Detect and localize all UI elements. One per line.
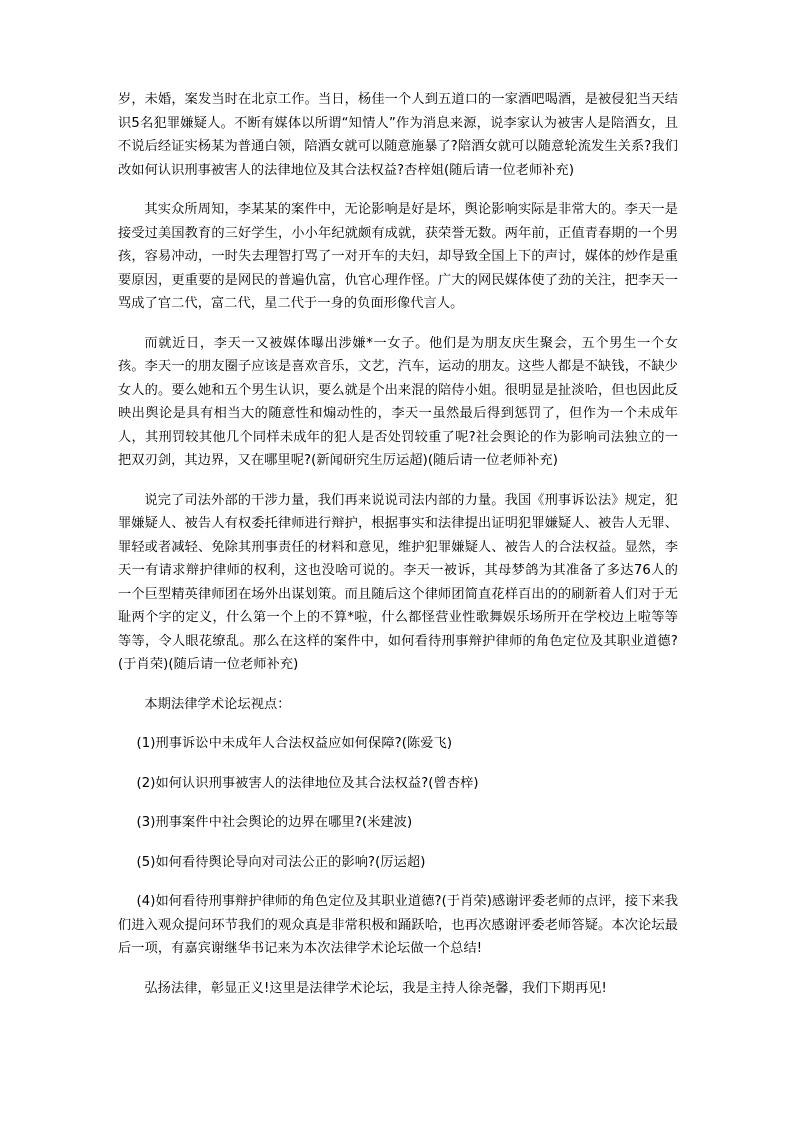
viewpoint-item-3: (3)刑事案件中社会舆论的边界在哪里?(米建波): [136, 815, 413, 830]
paragraph-public-opinion: 其实众所周知，李某某的案件中，无论影响是好是坏，舆论影响实际是非常大的。李天一是接受过美国教育的三好学生，小小年纪就颇有成就，获荣誉无数。两年前，正值青春期的一个男孩，容易冲动，一时失去理智打骂了一对开车的夫妇，却导致全国上下的声讨，媒体的炒作是重要原因，更重要的是网民的普遍仇富，仇官心理作怪。广大的网民媒体使了劲的关注，把李天一骂成了官二代，富二代，星二代于一身的负面形像代言人。: [118, 202, 678, 311]
viewpoint-item-5: (5)如何看待舆论导向对司法公正的影响?(厉运超): [136, 854, 426, 870]
paragraph-gap: [118, 316, 678, 332]
paragraph-media-exposure: 而就近日，李天一又被媒体曝出涉嫌*一女子。他们是为朋友庆生聚会，五个男生一个女孩。李天一的朋友圈子应该是喜欢音乐，文艺，汽车，运动的朋友。这些人都是不缺钱，不缺少女人的。要么她和五个男生认识，要么就是个出来混的陪侍小姐。很明显是扯淡哈，但也因此反映出舆论是具有相当大的随意性和煽动性的，李天一虽然最后得到惩罚了，但作为一个未成年人，其刑罚较其他几个同样未成年的犯人是否处罚较重了呢?社会舆论的作为影响司法独立的一把双刃剑，其边界，又在哪里呢?(新闻研究生厉运超)(随后请一位老师补充): [118, 335, 678, 468]
viewpoint-item-4-closing: (4)如何看待刑事辩护律师的角色定位及其职业道德?(于肖荣)感谢评委老师的点评，接下来我们进入观众提问环节我们的观众真是非常积极和踊跃哈，也再次感谢评委老师答疑。本次论坛最后一项，有嘉宾谢继华书记来为本次法律学术论坛做一个总结!: [118, 894, 678, 956]
forum-viewpoints-heading: 本期法律学术论坛视点：: [144, 696, 291, 712]
paragraph-gap: [118, 182, 678, 198]
closing-remark: 弘扬法律，彰显正义!这里是法律学术论坛，我是主持人徐尧馨，我们下期再见!: [144, 980, 607, 996]
viewpoint-item-2: (2)如何认识刑事被害人的法律地位及其合法权益?(曾杏梓): [136, 775, 479, 791]
paragraph-gap: [118, 756, 678, 772]
paragraph-gap: [118, 961, 678, 977]
paragraph-gap: [118, 677, 678, 693]
paragraph-defense-lawyers: 说完了司法外部的干涉力量，我们再来说说司法内部的力量。我国《刑事诉讼法》规定，犯罪嫌疑人、被告人有权委托律师进行辩护，根据事实和法律提出证明犯罪嫌疑人、被告人无罪、罪轻或者减轻、免除其刑事责任的材料和意见，维护犯罪嫌疑人、被告人的合法权益。显然，李天一有请求辩护律师的权利，这也没啥可说的。李天一被诉，其母梦鸽为其准备了多达76人的一个巨型精英律师团在场外出谋划策。而且随后这个律师团简直花样百出的的刷新着人们对于无耻两个字的定义，什么第一个上的不算*啦，什么都怪营业性歌舞娱乐场所开在学校边上啦等等等等，令人眼花缭乱。那么在这样的案件中，如何看待刑事辩护律师的角色定位及其职业道德?(于肖荣)(随后请一位老师补充): [118, 492, 678, 672]
paragraph-gap: [118, 473, 678, 489]
paragraph-gap: [118, 874, 678, 890]
paragraph-gap: [118, 716, 678, 732]
paragraph-gap: [118, 795, 678, 811]
viewpoint-item-1: (1)刑事诉讼中未成年人合法权益应如何保障?(陈爱飞): [136, 736, 453, 751]
paragraph-case-background: 岁，未婚，案发当时在北京工作。当日，杨佳一个人到五道口的一家酒吧喝酒，是被侵犯当天结识5名犯罪嫌疑人。不断有媒体以所谓“知情人”作为消息来源，说李家认为被害人是陪酒女，且不说后经证实杨某为普通白领，陪酒女就可以随意施暴了?陪酒女就可以随意轮流发生关系?我们改如何认识刑事被害人的法律地位及其合法权益?杏梓姐(随后请一位老师补充): [118, 92, 678, 178]
document-page: [118, 88, 678, 1000]
paragraph-gap: [118, 835, 678, 851]
